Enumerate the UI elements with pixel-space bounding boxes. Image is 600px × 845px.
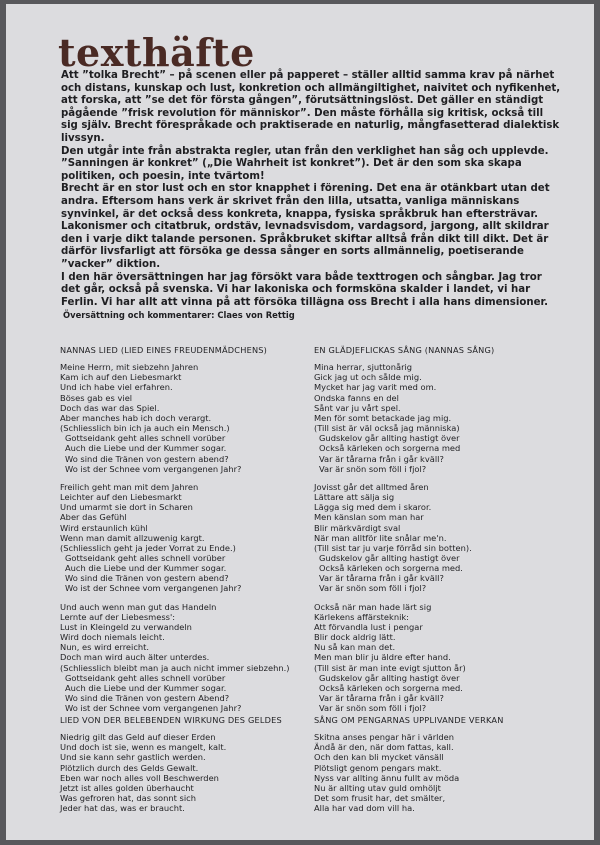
song-line: Nun, es wird erreicht. <box>60 642 150 653</box>
song-line: Ändå är den, när dom fattas, kall. <box>314 742 454 753</box>
song-line: Und auch wenn man gut das Handeln <box>60 601 217 612</box>
song-line: Gudskelov går allting hastigt över <box>319 433 460 444</box>
song-line: Nu så kan man det. <box>314 642 396 653</box>
song-stanzas <box>314 362 564 713</box>
stanza <box>314 482 564 594</box>
song-line: Var är tårarna från i går kväll? <box>319 693 444 703</box>
song-heading: SÅNG OM PENGARNAS UPPLIVANDE VERKAN <box>314 715 504 725</box>
song-line: Doch das war das Spiel. <box>60 402 160 413</box>
song-line: Var är snön som föll i fjol? <box>319 703 427 714</box>
song-line: Lernte auf der Liebesmess': <box>60 611 176 622</box>
song-pengar-swedish <box>314 715 564 813</box>
song-line: Doch man wird auch älter unterdes. <box>60 652 210 663</box>
song-line: Nu är allting utav guld omhöljt <box>314 782 441 793</box>
song-line: Jovisst går det alltmed åren <box>314 481 429 492</box>
song-line: Var är snön som föll i fjol? <box>319 583 427 594</box>
song-line: Men känslan som man har <box>314 512 424 523</box>
song-line: Gudskelov går allting hastigt över <box>319 672 460 683</box>
song-line: Blir märkvärdigt sval <box>314 522 401 533</box>
song-line: Lust in Kleingeld zu verwandeln <box>60 621 192 632</box>
song-line: Wenn man damit allzuwenig kargt. <box>60 532 205 543</box>
song-line: (Till sist tar ju varje förråd sin botten). <box>314 542 472 553</box>
song-heading: LIED VON DER BELEBENDEN WIRKUNG DES GELDES <box>60 715 282 725</box>
intro-paragraph: Att ”tolka Brecht” – på scenen eller på papperet – ställer alltid samma krav på närhet och distans, kunskap och lust, konkretion och allmängiltighet, naivitet och nyfikenhet, att forska, att ”se det för första gången”, förutsättningslöst. Det gäller en ständigt pågående ”frisk revolution för människor”. Den måste förhålla sig kritisk, också till sig själv. Brecht förespråkade och praktiserade en naturlig, mångfasetterad dialektisk livssyn. <box>61 70 561 144</box>
song-line: Freilich geht man mit dem Jahren <box>60 481 199 492</box>
song-line: Var är tårarna från i går kväll? <box>319 453 444 464</box>
translator-credit: Översättning och kommentarer: Claes von Rettig <box>63 310 295 320</box>
song-line: Mycket har jag varit med om. <box>314 382 437 393</box>
song-line: Und doch ist sie, wenn es mangelt, kalt. <box>60 742 227 753</box>
song-line: Und umarmt sie dort in Scharen <box>60 502 193 513</box>
song-line: Gottseidank geht alles schnell vorüber <box>65 552 226 563</box>
song-line: (Schliesslich bin ich ja auch ein Mensch.) <box>60 423 230 434</box>
song-line: Jetzt ist alles golden überhaucht <box>60 782 194 793</box>
song-line: Och den kan bli mycket vänsäll <box>314 752 444 763</box>
song-line: Auch die Liebe und der Kummer sogar. <box>65 682 227 693</box>
song-line: Var är tårarna från i går kväll? <box>319 573 444 584</box>
song-line: När man alltför lite snålar me'n. <box>314 532 447 543</box>
song-line: Auch die Liebe und der Kummer sogar. <box>65 563 227 574</box>
song-line: Kärlekens affärsteknik: <box>314 611 409 622</box>
intro-paragraph: Den utgår inte från abstrakta regler, utan från den verklighet han såg och upplevde. ”Sanningen är konkret” („Die Wahrheit ist konkret”). Det är den som ska skapa politiken, och poesin, inte tvärtom! <box>61 145 549 182</box>
song-line: (Till sist är man inte evigt sjutton år) <box>314 662 466 673</box>
song-line: Mina herrar, sjuttonårig <box>314 362 413 373</box>
song-line: Aber das Gefühl <box>60 512 127 523</box>
song-line: Eben war noch alles voll Beschwerden <box>60 772 219 783</box>
song-line: Jeder hat das, was er braucht. <box>60 803 185 814</box>
stanza <box>314 602 564 714</box>
song-line: Nyss var allting ännu fullt av möda <box>314 772 460 783</box>
song-nannas-lied-german <box>60 345 310 721</box>
song-line: Också när man hade lärt sig <box>314 601 432 612</box>
song-line: Und ich habe viel erfahren. <box>60 382 173 393</box>
song-line: Wird doch niemals leicht. <box>60 632 165 643</box>
song-line: Lägga sig med dem i skaror. <box>314 502 432 513</box>
song-heading: NANNAS LIED (LIED EINES FREUDENMÄDCHENS) <box>60 345 268 355</box>
song-line: Skitna anses pengar här i världen <box>314 732 455 743</box>
song-line: (Schliesslich geht ja jeder Vorrat zu Ende.) <box>60 542 236 553</box>
song-line: Wird erstaunlich kühl <box>60 522 148 533</box>
song-line: Gottseidank geht alles schnell vorüber <box>65 433 226 444</box>
intro-paragraph: Brecht är en stor lust och en stor knapphet i förening. Det ena är otänkbart utan det andra. Eftersom hans verk är skrivet från den lilla, utsatta, vanliga människans synvinkel, är det också dess konkreta, knappa, fysiska språkbruk han eftersträvar. Lakonismer och citatbruk, ordstäv, levnadsvisdom, vardagsord, jargong, allt skildrar den i varje dikt talande personen. Språkbruket skiftar alltså från dikt till dikt. Det är därför livsfarligt att försöka ge dessa sånger en sorts allmännelig, poetiserande ”vacker” diktion. <box>61 183 550 270</box>
song-line: Kam ich auf den Liebesmarkt <box>60 372 182 383</box>
song-line: Men för somt betackade jag mig. <box>314 412 452 423</box>
song-line: Plötsligt genom pengars makt. <box>314 762 442 773</box>
song-line: Wo sind die Tränen von gestern abend? <box>65 573 229 584</box>
song-line: Men man blir ju äldre efter hand. <box>314 652 451 663</box>
song-line: Att förvandla lust i pengar <box>314 621 423 632</box>
song-line: Plötzlich durch des Gelds Gewalt. <box>60 762 199 773</box>
song-line: Auch die Liebe und der Kummer sogar. <box>65 443 227 454</box>
page-title: texthäfte <box>58 30 255 75</box>
song-line: Alla har vad dom vill ha. <box>314 803 415 814</box>
song-line: Gudskelov går allting hastigt över <box>319 552 460 563</box>
stanza <box>314 362 564 474</box>
song-lines <box>60 732 310 813</box>
song-line: Lättare att sälja sig <box>314 492 395 503</box>
song-line: Det som frusit har, det smälter, <box>314 793 446 804</box>
song-line: Ondska fanns en del <box>314 392 399 403</box>
song-line: Was gefroren hat, das sonnt sich <box>60 793 196 804</box>
stanza <box>60 482 310 594</box>
song-line: Gottseidank geht alles schnell vorüber <box>65 672 226 683</box>
song-lines <box>314 732 564 813</box>
song-line: Böses gab es viel <box>60 392 133 403</box>
song-nannas-sang-swedish <box>314 345 564 721</box>
song-stanzas <box>60 362 310 713</box>
intro-text <box>61 70 561 309</box>
song-line: (Schliesslich bleibt man ja auch nicht immer siebzehn.) <box>60 662 290 673</box>
song-line: Sånt var ju vårt spel. <box>314 402 401 413</box>
song-line: Leichter auf den Liebesmarkt <box>60 492 182 503</box>
song-line: Wo ist der Schnee vom vergangenen Jahr? <box>65 703 242 714</box>
stanza <box>60 362 310 474</box>
song-line: Också kärleken och sorgerna med. <box>319 682 463 693</box>
song-line: Var är snön som föll i fjol? <box>319 463 427 474</box>
song-heading: EN GLÄDJEFLICKAS SÅNG (NANNAS SÅNG) <box>314 345 495 355</box>
song-geld-german <box>60 715 310 813</box>
song-line: Gick jag ut och sålde mig. <box>314 372 422 383</box>
song-line: Wo ist der Schnee vom vergangenen Jahr? <box>65 463 242 474</box>
song-line: Meine Herrn, mit siebzehn Jahren <box>60 362 199 373</box>
song-line: Niedrig gilt das Geld auf dieser Erden <box>60 732 216 743</box>
booklet-page <box>6 4 594 840</box>
song-line: (Till sist är väl också jag människa) <box>314 423 460 434</box>
song-line: Aber manches hab ich doch verargt. <box>60 412 212 423</box>
intro-paragraph: I den här översättningen har jag försökt vara både texttrogen och sångbar. Jag tror det går, också på svenska. Vi har lakoniska och formsköna skalder i landet, vi har Ferlin. Vi har allt att vinna på att försöka tillägna oss Brecht i alla hans dimensioner. <box>61 271 548 308</box>
song-line: Und sie kann sehr gastlich werden. <box>60 752 206 763</box>
song-line: Också kärleken och sorgerna med. <box>319 563 463 574</box>
song-line: Wo sind die Tränen von gestern abend? <box>65 453 229 464</box>
song-line: Wo sind die Tränen von gestern Abend? <box>65 693 230 703</box>
song-line: Också kärleken och sorgerna med <box>319 443 461 454</box>
song-line: Blir dock aldrig lätt. <box>314 632 396 643</box>
song-line: Wo ist der Schnee vom vergangenen Jahr? <box>65 583 242 594</box>
stanza <box>60 602 310 714</box>
